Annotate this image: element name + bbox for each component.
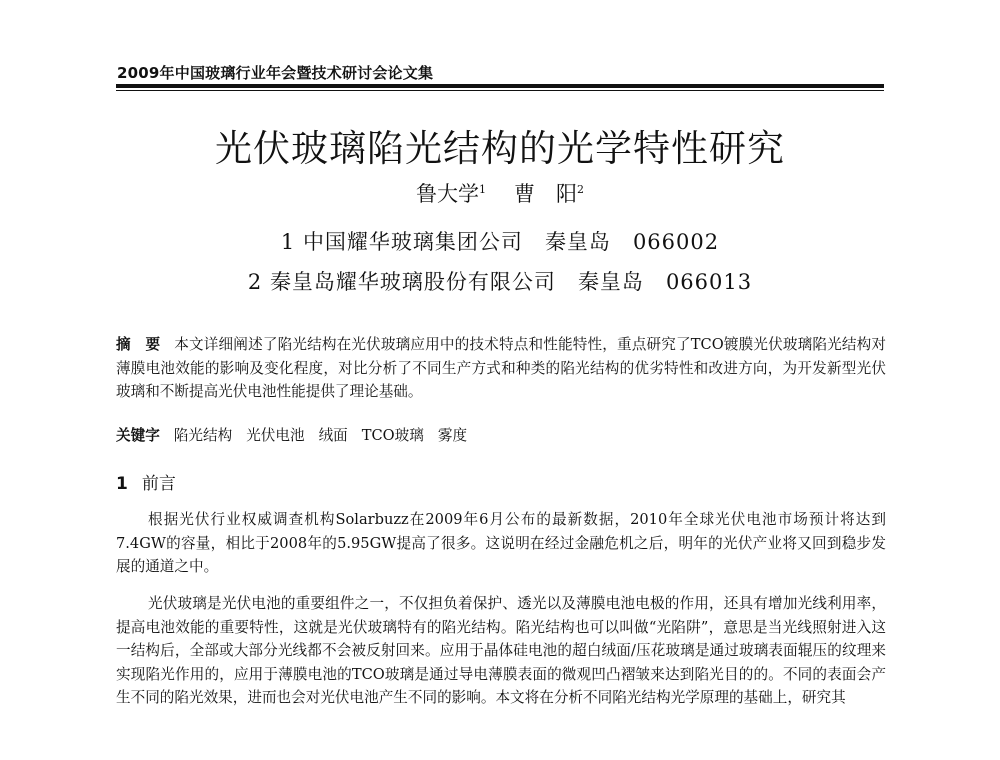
paper-title: 光伏玻璃陷光结构的光学特性研究 [215, 127, 785, 170]
affiliation-city: 秦皇岛 [544, 230, 611, 254]
author-affil-mark: 2 [577, 183, 584, 196]
section-number: 1 [116, 474, 128, 494]
author-name: 曹 阳 [514, 182, 577, 206]
keyword: 光伏电池 [246, 427, 305, 444]
affiliation-org: 中国耀华玻璃集团公司 [302, 230, 523, 254]
affiliation-city: 秦皇岛 [577, 270, 644, 294]
keyword: 雾度 [437, 427, 468, 444]
keywords-label: 关键字 [116, 427, 160, 444]
affiliation-number: 1 [280, 230, 296, 254]
header-rule-thin [116, 90, 884, 91]
abstract-text: 本文详细阐述了陷光结构在光伏玻璃应用中的技术特点和性能特性，重点研究了TCO镀膜光伏玻璃陷光结构对薄膜电池效能的影响及变化程度，对比分析了不同生产方式和种类的陷光结构的优劣特性和改进方向，为开发新型光伏玻璃和不断提高光伏电池性能提供了理论基础。 [116, 336, 886, 400]
body-paragraph: 光伏玻璃是光伏电池的重要组件之一，不仅担负着保护、透光以及薄膜电池电极的作用，还具有增加光线利用率，提高电池效能的重要特性，这就是光伏玻璃特有的陷光结构。陷光结构也可以叫做“光陷阱”，意思是当光线照射进入这一结构后，全部或大部分光线都不会被反射回来。应用于晶体硅电池的超白绒面/压花玻璃是通过玻璃表面辊压的纹理来实现陷光作用的，应用于薄膜电池的TCO玻璃是通过导电薄膜表面的微观凹凸褶皱来达到陷光目的的。不同的表面会产生不同的陷光效果，进而也会对光伏电池产生不同的影响。本文将在分析不同陷光结构光学原理的基础上，研究其 [116, 595, 886, 706]
header-rule-thick [116, 84, 884, 88]
keyword: TCO玻璃 [361, 427, 424, 444]
affiliation-1 [0, 226, 1000, 256]
body-paragraph: 根据光伏行业权威调查机构Solarbuzz在2009年6月公布的最新数据，2010年全球光伏电池市场预计将达到7.4GW的容量，相比于2008年的5.95GW提高了很多。这说明在经过金融危机之后，明年的光伏产业将又回到稳步发展的通道之中。 [116, 511, 886, 575]
author-line [0, 178, 1000, 208]
keyword: 绒面 [318, 427, 348, 444]
abstract-label: 摘 要 [116, 336, 161, 353]
running-head: 2009年中国玻璃行业年会暨技术研讨会论文集 [117, 64, 434, 82]
section-heading [116, 469, 176, 494]
affiliation-number: 2 [247, 270, 263, 294]
author-affil-mark: 1 [479, 183, 486, 196]
section-title: 前言 [141, 474, 176, 494]
affiliation-postcode: 066013 [665, 270, 753, 294]
author-name: 鲁大学 [416, 182, 479, 206]
keyword: 陷光结构 [173, 427, 233, 444]
affiliation-postcode: 066002 [632, 230, 720, 254]
affiliation-2 [0, 266, 1000, 296]
keywords [116, 424, 886, 448]
affiliation-org: 秦皇岛耀华玻璃股份有限公司 [269, 270, 556, 294]
abstract [116, 333, 886, 404]
